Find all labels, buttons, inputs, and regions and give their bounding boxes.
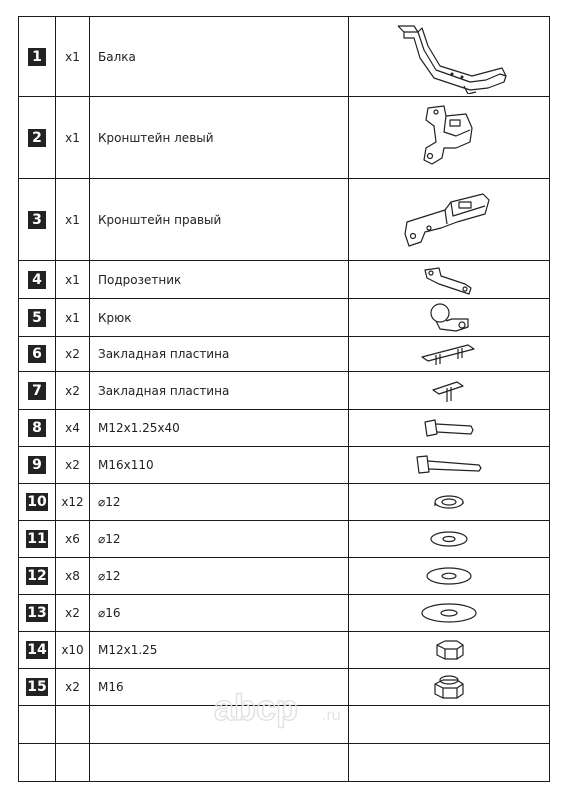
part-number-badge: 4 — [28, 271, 46, 289]
part-quantity: x2 — [56, 372, 90, 410]
part-quantity: x2 — [56, 595, 90, 632]
part-number-badge: 9 — [28, 456, 46, 474]
washer-small-icon — [427, 528, 471, 550]
part-image-cell — [349, 744, 550, 782]
part-number-badge: 2 — [28, 129, 46, 147]
watermark-suffix: .ru — [322, 707, 341, 724]
part-quantity: x4 — [56, 410, 90, 447]
part-name: Кронштейн левый — [90, 97, 349, 179]
table-row — [19, 410, 550, 447]
watermark-text: abcp — [214, 690, 299, 728]
bolt-short-icon — [421, 416, 477, 440]
part-image-cell — [349, 337, 550, 372]
part-image-cell — [349, 521, 550, 558]
part-image-cell — [349, 17, 550, 97]
part-number-badge: 12 — [27, 568, 47, 584]
bolt-long-icon — [413, 453, 485, 477]
part-quantity: x10 — [56, 632, 90, 669]
washer-large-icon — [417, 600, 481, 626]
part-quantity: x1 — [56, 261, 90, 299]
part-image-cell — [349, 179, 550, 261]
table-row — [19, 558, 550, 595]
part-number-cell — [19, 179, 56, 261]
part-image-cell — [349, 372, 550, 410]
part-number-cell — [19, 261, 56, 299]
part-number-cell — [19, 17, 56, 97]
part-image-cell — [349, 484, 550, 521]
table-row — [19, 447, 550, 484]
part-number-badge: 8 — [28, 419, 46, 437]
part-name: ⌀12 — [90, 521, 349, 558]
part-name: M16x110 — [90, 447, 349, 484]
beam-icon — [384, 20, 514, 94]
table-row — [19, 17, 550, 97]
table-row — [19, 744, 550, 782]
part-number-cell — [19, 299, 56, 337]
part-image-cell — [349, 261, 550, 299]
part-name: Балка — [90, 17, 349, 97]
part-image-cell — [349, 632, 550, 669]
part-name: Подрозетник — [90, 261, 349, 299]
part-number-badge: 15 — [27, 679, 47, 695]
part-number-cell — [19, 484, 56, 521]
part-number-cell — [19, 97, 56, 179]
table-row — [19, 299, 550, 337]
part-number-cell — [19, 447, 56, 484]
parts-table — [18, 16, 550, 782]
part-number-cell — [19, 337, 56, 372]
part-name: Крюк — [90, 299, 349, 337]
part-image-cell — [349, 299, 550, 337]
part-quantity: x12 — [56, 484, 90, 521]
part-quantity: x6 — [56, 521, 90, 558]
embedded-plate-short-icon — [429, 376, 469, 406]
part-quantity: x1 — [56, 97, 90, 179]
washer-medium-icon — [422, 564, 476, 588]
table-row — [19, 337, 550, 372]
part-quantity — [56, 706, 90, 744]
part-image-cell — [349, 97, 550, 179]
part-quantity: x2 — [56, 447, 90, 484]
part-quantity: x1 — [56, 299, 90, 337]
table-row — [19, 261, 550, 299]
right-bracket-icon — [399, 188, 499, 252]
part-name: Закладная пластина — [90, 372, 349, 410]
part-name: Закладная пластина — [90, 337, 349, 372]
part-name: ⌀16 — [90, 595, 349, 632]
part-name: ⌀12 — [90, 484, 349, 521]
part-name — [90, 744, 349, 782]
part-quantity: x2 — [56, 669, 90, 706]
part-image-cell — [349, 410, 550, 447]
embedded-plate-long-icon — [418, 339, 480, 369]
tow-ball-icon — [422, 301, 476, 335]
part-number-badge: 14 — [27, 642, 47, 658]
part-image-cell — [349, 558, 550, 595]
part-number-badge: 7 — [28, 382, 46, 400]
nut-large-icon — [429, 672, 469, 702]
table-row — [19, 484, 550, 521]
left-bracket-icon — [414, 102, 484, 174]
part-number-badge: 10 — [27, 494, 47, 510]
part-image-cell — [349, 447, 550, 484]
part-number-badge: 5 — [28, 309, 46, 327]
part-quantity: x1 — [56, 179, 90, 261]
part-quantity: x8 — [56, 558, 90, 595]
part-number-cell — [19, 410, 56, 447]
table-row — [19, 595, 550, 632]
part-name: ⌀12 — [90, 558, 349, 595]
part-number-cell — [19, 632, 56, 669]
part-name: Кронштейн правый — [90, 179, 349, 261]
part-number-cell — [19, 558, 56, 595]
part-number-cell — [19, 595, 56, 632]
part-name: M12x1.25 — [90, 632, 349, 669]
part-number-cell — [19, 372, 56, 410]
part-number-badge: 1 — [28, 48, 46, 66]
table-row — [19, 179, 550, 261]
part-name: M12x1.25x40 — [90, 410, 349, 447]
part-number-cell — [19, 744, 56, 782]
watermark-logo — [212, 690, 362, 730]
nut-small-icon — [431, 637, 467, 663]
part-quantity: x1 — [56, 17, 90, 97]
part-quantity: x2 — [56, 337, 90, 372]
part-image-cell — [349, 669, 550, 706]
table-row — [19, 632, 550, 669]
spring-washer-icon — [431, 492, 467, 512]
part-number-badge: 3 — [28, 211, 46, 229]
part-number-badge: 6 — [28, 345, 46, 363]
table-row — [19, 372, 550, 410]
part-quantity — [56, 744, 90, 782]
part-name: M16 — [90, 669, 349, 706]
table-row — [19, 521, 550, 558]
part-number-cell — [19, 706, 56, 744]
socket-plate-icon — [419, 264, 479, 296]
part-image-cell — [349, 595, 550, 632]
part-number-badge: 13 — [27, 605, 47, 621]
part-number-cell — [19, 521, 56, 558]
part-number-badge: 11 — [27, 531, 47, 547]
part-image-cell — [349, 706, 550, 744]
part-number-cell — [19, 669, 56, 706]
parts-table-body — [19, 17, 550, 782]
table-row — [19, 97, 550, 179]
